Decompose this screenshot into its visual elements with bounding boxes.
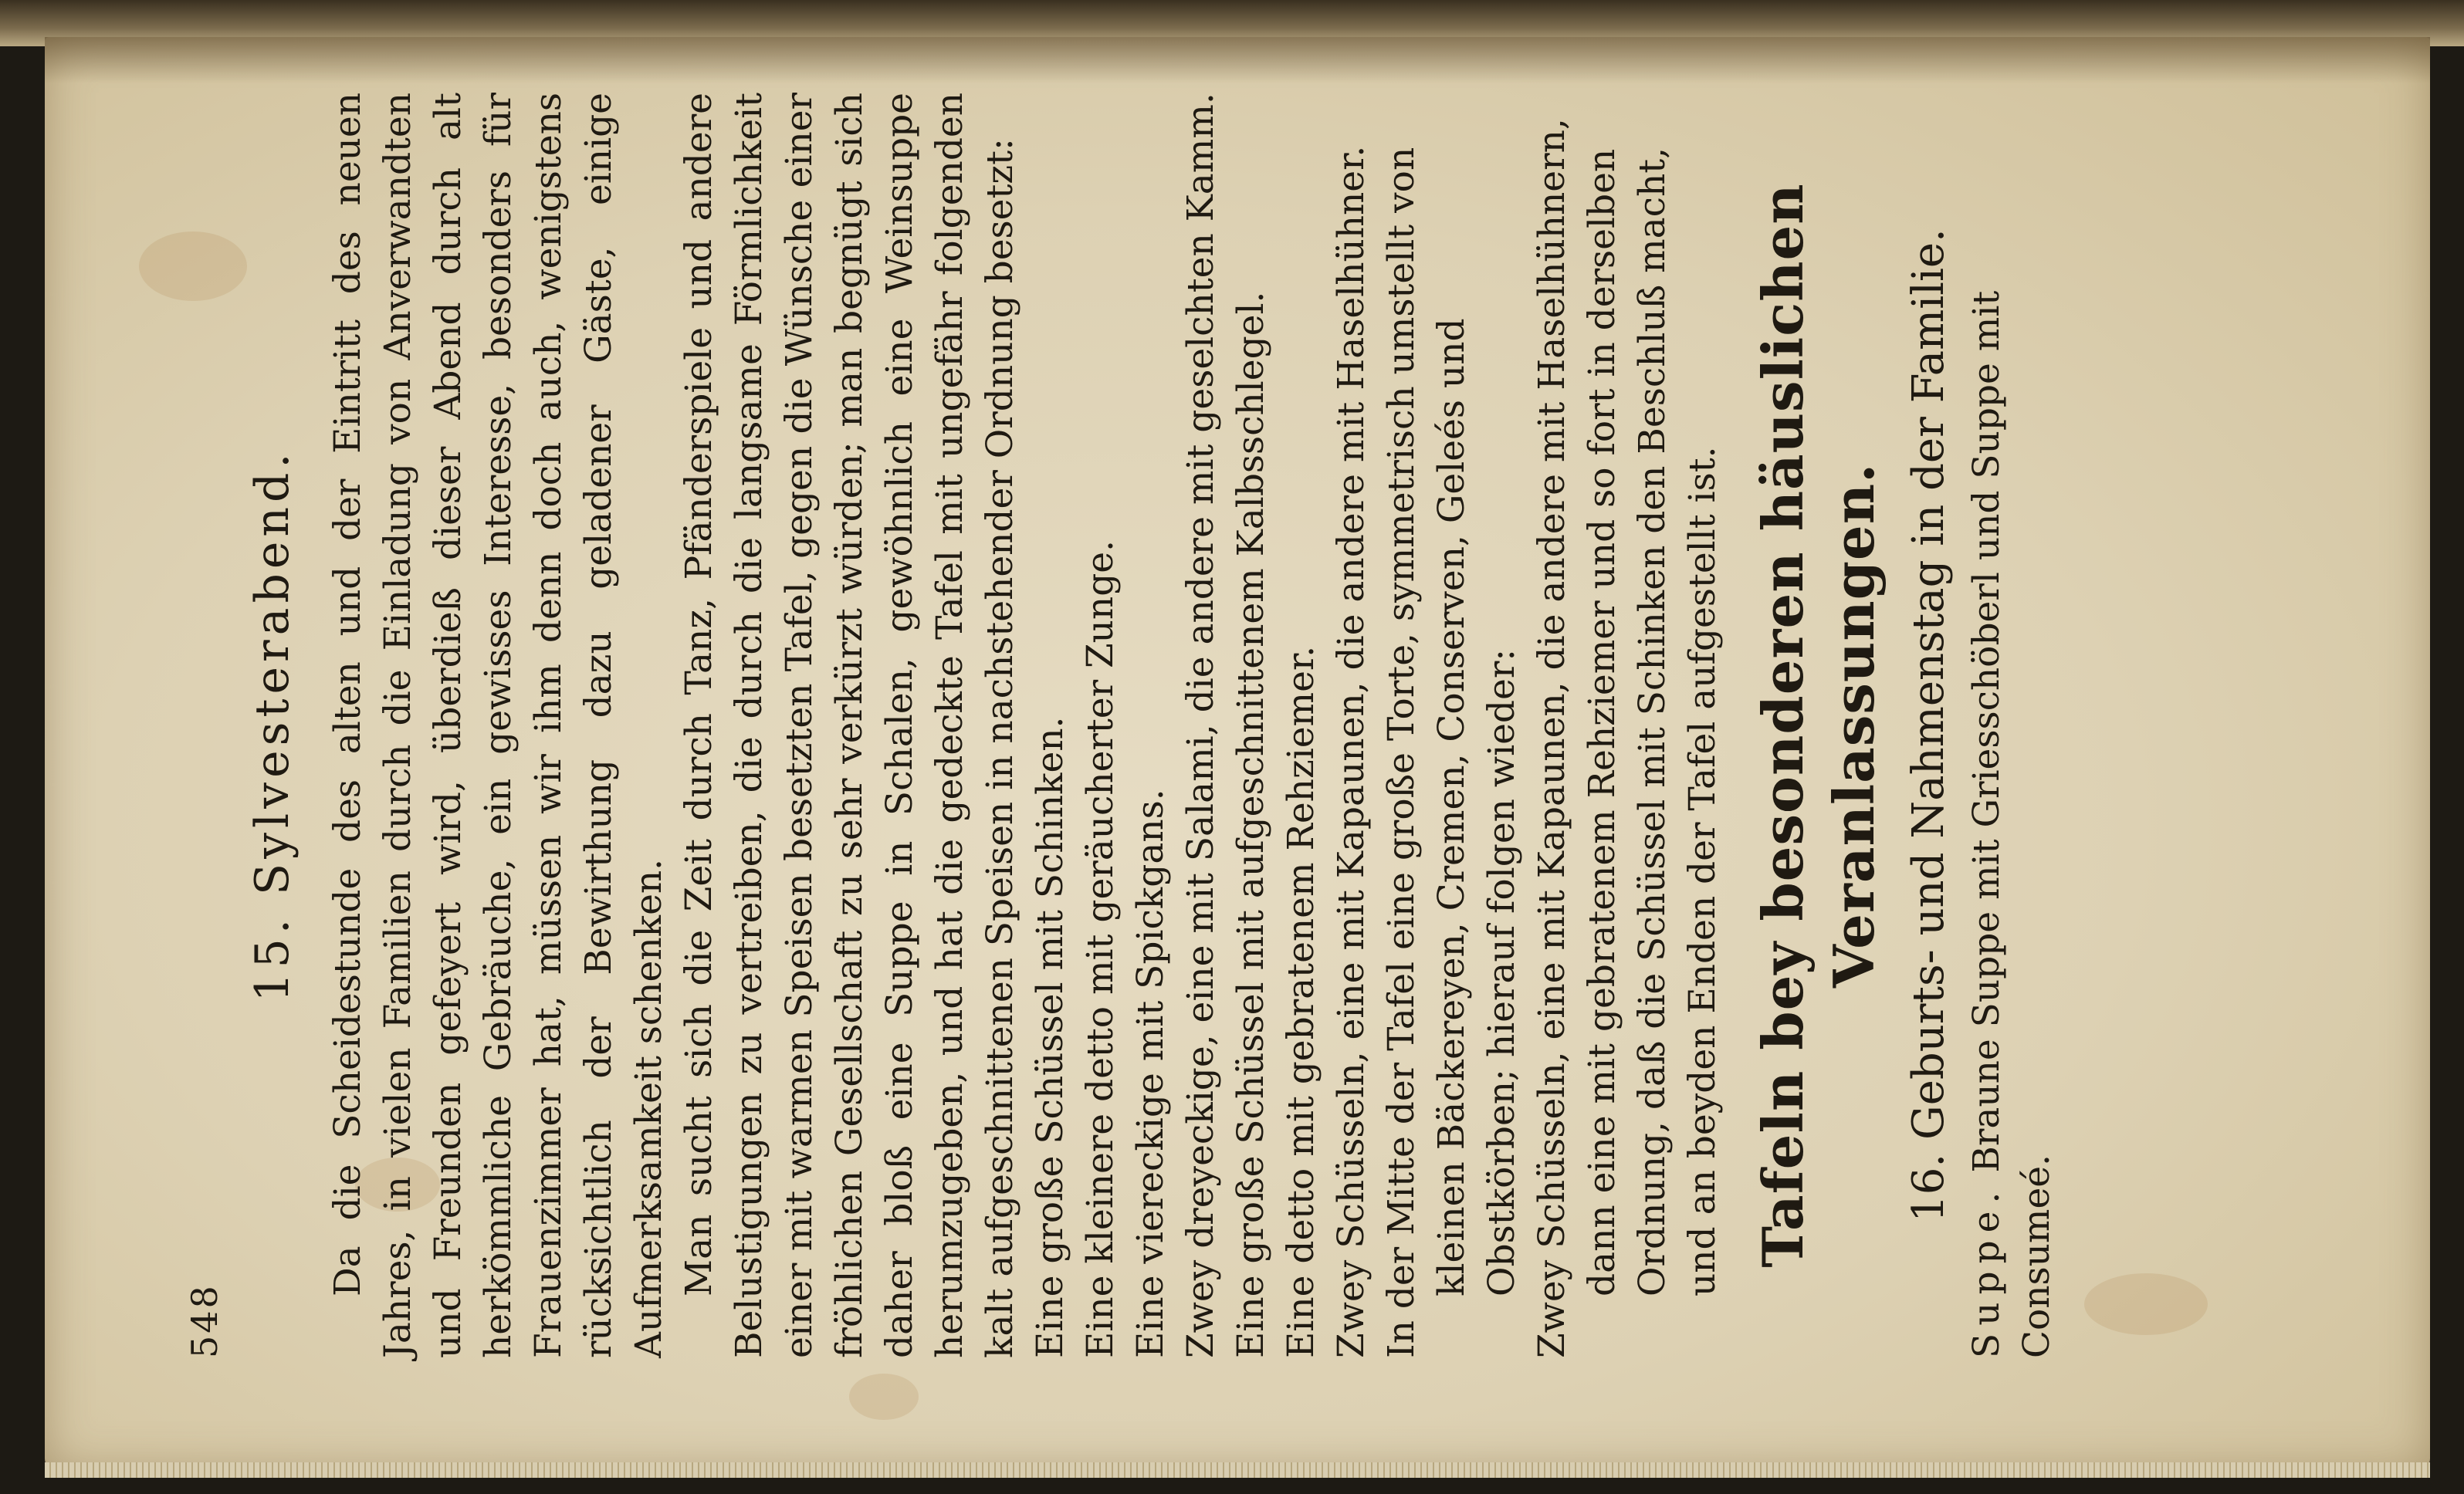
menu-item: In der Mitte der Tafel eine große Torte, symmetrisch umstellt von kleinen Bäckereyen, Cremen, Conserven, Geleés und Obstkörben; hierauf folgen wieder:	[1380, 147, 1523, 1358]
section-title: 15. Sylvesterabend.	[245, 448, 300, 1002]
menu-item: Zwey Schüsseln, eine mit Kapaunen, die andere mit Haselhühner.	[1330, 145, 1372, 1358]
soup-label: Suppe.	[1965, 1184, 2008, 1358]
rotated-text-block	[184, 93, 2252, 1358]
paragraph: Man sucht sich die Zeit durch Tanz, Pfänderspiele und andere Belustigungen zu vertreiben, die durch die langsame Förmlichkeit einer mit warmen Speisen besetzten Tafel, gegen die Wünsche einer fröhlichen Gesellschaft zu sehr verkürzt würden; man begnügt sich daher bloß eine Suppe in Schalen, gewöhnlich eine Weinsuppe herumzugeben, und hat die gedeckte Tafel mit ungefähr folgenden kalt aufgeschnittenen Speisen in nachstehender Ordnung besetzt:	[678, 93, 1021, 1358]
soup-entry	[1961, 93, 2062, 1358]
chapter-heading: Tafeln bey besonderen häuslichen Veranlassungen.	[1750, 183, 1887, 1268]
page-number: 548	[184, 1283, 225, 1358]
menu-item: Zwey dreyeckige, eine mit Salami, die andere mit geselchten Kamm.	[1180, 93, 1222, 1358]
menu-item: Eine große Schüssel mit aufgeschnittenem Kalbsschlegel.	[1230, 291, 1272, 1358]
subsection-heading: 16. Geburts- und Nahmenstag in der Familie.	[1904, 228, 1954, 1222]
page-gutter-shadow	[45, 37, 2430, 83]
menu-item: Zwey Schüsseln, eine mit Kapaunen, die andere mit Haselhühnern, dann eine mit gebratenem Rehziemer und so fort in derselben Ordnung, daß die Schüssel mit Schinken den Beschluß macht, und an beyden Enden der Tafel aufgestellt ist.	[1531, 118, 1724, 1358]
paragraph: Da die Scheidestunde des alten und der Eintritt des neuen Jahres, in vielen Familien durch die Einladung von Anverwandten und Freunden gefeyert wird, überdieß dieser Abend durch alt herkömmliche Gebräuche, ein gewisses Interesse, besonders für Frauenzimmer hat, müssen wir ihm denn doch auch, wenigstens rücksichtlich der Bewirthung dazu geladener Gäste, einige Aufmerksamkeit schenken.	[327, 93, 670, 1358]
menu-item: Eine große Schüssel mit Schinken.	[1029, 716, 1071, 1358]
soup-text: Braune Suppe mit Griesschöberl und Suppe mit Consumeé.	[1965, 290, 2058, 1358]
menu-item: Eine viereckige mit Spickgans.	[1129, 789, 1172, 1358]
menu-item: Eine detto mit gebratenem Rehziemer.	[1280, 645, 1322, 1358]
page-edges	[45, 1462, 2430, 1478]
menu-item: Eine kleinere detto mit geräucherter Zunge.	[1079, 539, 1122, 1358]
foxing-stain	[849, 1374, 919, 1420]
